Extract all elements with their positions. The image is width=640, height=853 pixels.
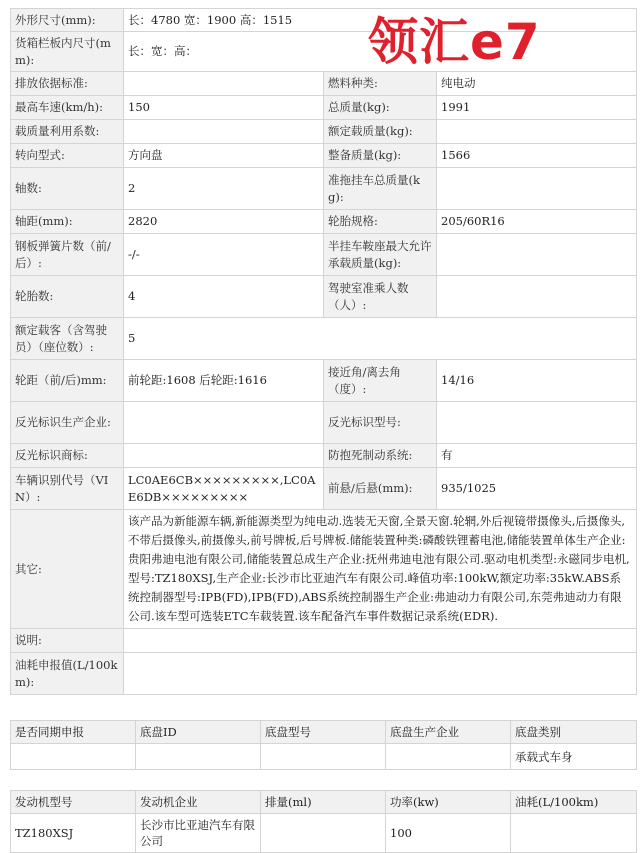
chassis-header-id: 底盘ID xyxy=(136,721,261,744)
semi-trailer-mass-label: 准拖挂车总质量(kg): xyxy=(324,168,437,210)
wheelbase-label: 轴距(mm): xyxy=(11,210,124,234)
chassis-cell-maker xyxy=(386,744,511,770)
engine-cell-model: TZ180XSJ xyxy=(11,814,136,853)
fuel-report-label: 油耗申报值(L/100km): xyxy=(11,653,124,695)
chassis-table xyxy=(10,720,637,770)
emission-value xyxy=(124,72,324,96)
engine-header-displacement: 排量(ml) xyxy=(261,791,386,814)
engine-cell-power: 100 xyxy=(386,814,511,853)
tire-spec-value: 205/60R16 xyxy=(437,210,637,234)
reflector-maker-value xyxy=(124,402,324,444)
abs-value: 有 xyxy=(437,444,637,468)
cab-capacity-label: 驾驶室准乘人数（人）: xyxy=(324,276,437,318)
spec-table xyxy=(10,8,637,695)
other-label: 其它: xyxy=(11,510,124,629)
reflector-model-value xyxy=(437,402,637,444)
engine-table xyxy=(10,790,637,853)
outer-dim-label: 外形尺寸(mm): xyxy=(11,9,124,32)
axles-label: 轴数: xyxy=(11,168,124,210)
curb-mass-label: 整备质量(kg): xyxy=(324,144,437,168)
engine-cell-displacement xyxy=(261,814,386,853)
chassis-cell-sync xyxy=(11,744,136,770)
table-row xyxy=(11,814,637,853)
tire-count-label: 轮胎数: xyxy=(11,276,124,318)
engine-header-maker: 发动机企业 xyxy=(136,791,261,814)
total-mass-value: 1991 xyxy=(437,96,637,120)
chassis-header-maker: 底盘生产企业 xyxy=(386,721,511,744)
reflector-brand-label: 反光标识商标: xyxy=(11,444,124,468)
leaf-spring-label: 钢板弹簧片数（前/后）: xyxy=(11,234,124,276)
engine-cell-consumption xyxy=(511,814,637,853)
brand-overlay: 领汇e7 xyxy=(368,13,541,71)
fuel-type-label: 燃料种类: xyxy=(324,72,437,96)
approach-angle-label: 接近角/离去角（度）: xyxy=(324,360,437,402)
cargo-dim-value: 长：宽：高： xyxy=(124,32,637,72)
cargo-dim-label: 货箱栏板内尺寸(mm): xyxy=(11,32,124,72)
seats-label: 额定载客（含驾驶员）（座位数）: xyxy=(11,318,124,360)
chassis-header-model: 底盘型号 xyxy=(261,721,386,744)
overhang-label: 前悬/后悬(mm): xyxy=(324,468,437,510)
outer-dim-value: 长：4780 宽：1900 高：1515 xyxy=(124,9,637,32)
max-speed-label: 最高车速(km/h): xyxy=(11,96,124,120)
chassis-header-sync: 是否同期申报 xyxy=(11,721,136,744)
fuel-type-value: 纯电动 xyxy=(437,72,637,96)
engine-header-power: 功率(kw) xyxy=(386,791,511,814)
axles-value: 2 xyxy=(124,168,324,210)
steering-value: 方向盘 xyxy=(124,144,324,168)
steering-label: 转向型式: xyxy=(11,144,124,168)
tire-count-value: 4 xyxy=(124,276,324,318)
wheelbase-value: 2820 xyxy=(124,210,324,234)
load-util-label: 载质量利用系数: xyxy=(11,120,124,144)
rated-load-value xyxy=(437,120,637,144)
engine-header-model: 发动机型号 xyxy=(11,791,136,814)
load-util-value xyxy=(124,120,324,144)
engine-header-consumption: 油耗(L/100km) xyxy=(511,791,637,814)
curb-mass-value: 1566 xyxy=(437,144,637,168)
saddle-load-value xyxy=(437,234,637,276)
emission-label: 排放依据标准: xyxy=(11,72,124,96)
cab-capacity-value xyxy=(437,276,637,318)
reflector-brand-value xyxy=(124,444,324,468)
semi-trailer-mass-value xyxy=(437,168,637,210)
vin-label: 车辆识别代号（VIN）: xyxy=(11,468,124,510)
chassis-cell-id xyxy=(136,744,261,770)
saddle-load-label: 半挂车鞍座最大允许承载质量(kg): xyxy=(324,234,437,276)
note-label: 说明: xyxy=(11,629,124,653)
approach-angle-value: 14/16 xyxy=(437,360,637,402)
abs-label: 防抱死制动系统: xyxy=(324,444,437,468)
table-row xyxy=(11,744,637,770)
rated-load-label: 额定载质量(kg): xyxy=(324,120,437,144)
seats-value: 5 xyxy=(124,318,637,360)
leaf-spring-value: -/- xyxy=(124,234,324,276)
other-value: 该产品为新能源车辆,新能源类型为纯电动.选装无天窗,全景天窗.轮辋,外后视镜带摄像头,后摄像头,不带后摄像头,前摄像头,前号牌板,后号牌板.储能装置种类:磷酸铁锂蓄电池,储能装置单体生产企业:贵阳弗迪电池有限公司,储能装置总成生产企业:抚州弗迪电池有限公司.驱动电机类型:永磁同步电机,型号:TZ180XSJ,生产企业:长沙市比亚迪汽车有限公司.峰值功率:100kW,额定功率:35kW.ABS系统控制器型号:IPB(FD),IPB(FD),ABS系统控制器生产企业:弗迪动力有限公司,东莞弗迪动力有限公司.该车型可选装ETC车载装置.该车配备汽车事件数据记录系统(EDR). xyxy=(124,510,637,629)
chassis-cell-model xyxy=(261,744,386,770)
total-mass-label: 总质量(kg): xyxy=(324,96,437,120)
chassis-header-type: 底盘类别 xyxy=(511,721,637,744)
reflector-model-label: 反光标识型号: xyxy=(324,402,437,444)
max-speed-value: 150 xyxy=(124,96,324,120)
note-value xyxy=(124,629,637,653)
overhang-value: 935/1025 xyxy=(437,468,637,510)
vin-value: LC0AE6CB×××××××××,LC0AE6DB××××××××× xyxy=(124,468,324,510)
tire-spec-label: 轮胎规格: xyxy=(324,210,437,234)
chassis-cell-type: 承载式车身 xyxy=(511,744,637,770)
track-label: 轮距（前/后)mm: xyxy=(11,360,124,402)
engine-cell-maker: 长沙市比亚迪汽车有限公司 xyxy=(136,814,261,853)
reflector-maker-label: 反光标识生产企业: xyxy=(11,402,124,444)
fuel-report-value xyxy=(124,653,637,695)
track-value: 前轮距:1608 后轮距:1616 xyxy=(124,360,324,402)
